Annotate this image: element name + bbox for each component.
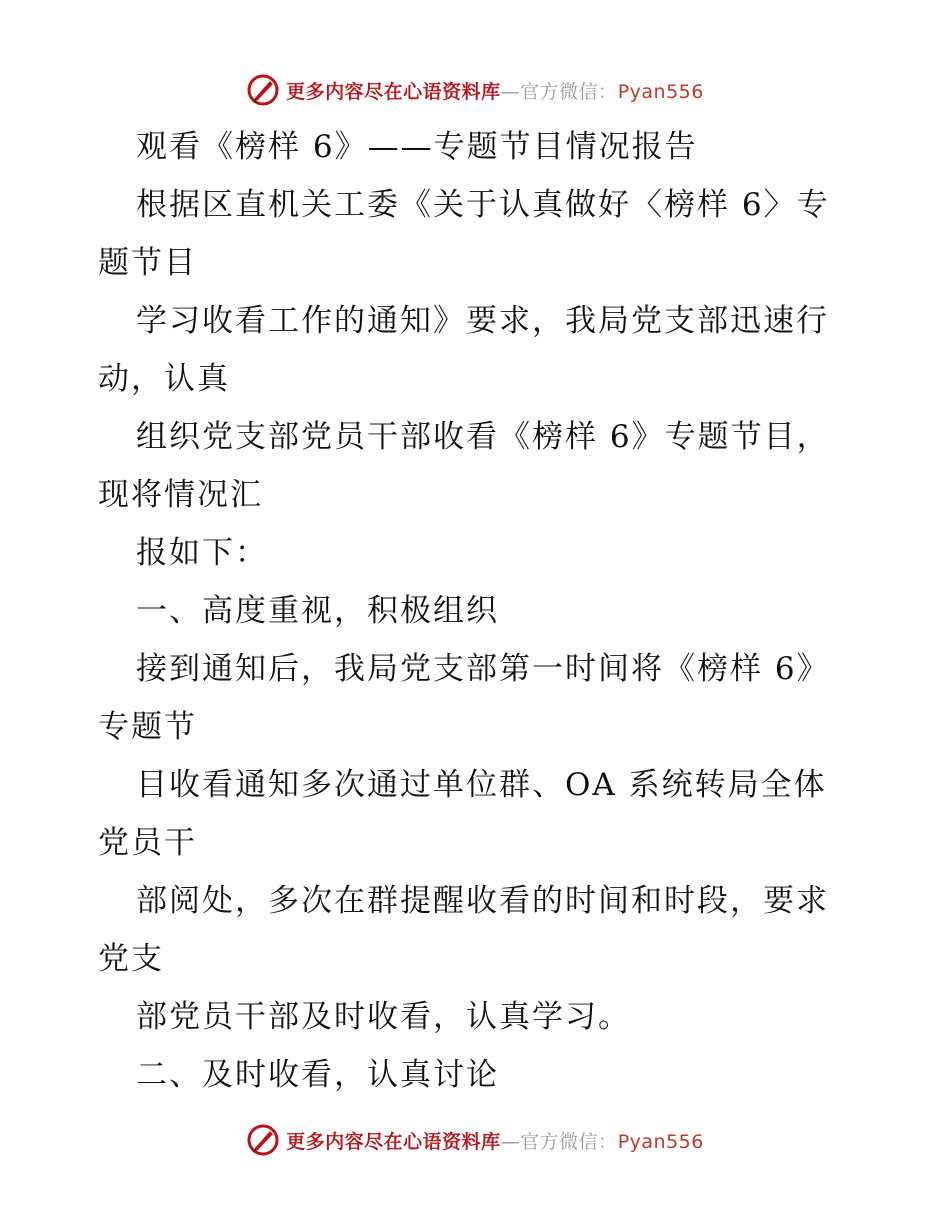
watermark-dash: — bbox=[500, 1130, 521, 1153]
doc-line: 现将情况汇 bbox=[98, 477, 263, 513]
watermark-wechat-id: Pyan556 bbox=[617, 80, 704, 103]
section-heading-1: 一、高度重视，积极组织 bbox=[136, 593, 499, 629]
quill-pen-icon bbox=[246, 1123, 280, 1157]
footer-watermark bbox=[0, 1120, 950, 1160]
doc-line: 部阅处，多次在群提醒收看的时间和时段，要求 bbox=[136, 883, 829, 919]
watermark-suffix: 官方微信： bbox=[520, 1130, 618, 1153]
watermark-main: 更多内容尽在心语资料库 bbox=[286, 80, 501, 103]
watermark-main: 更多内容尽在心语资料库 bbox=[286, 1130, 501, 1153]
doc-line: 动，认真 bbox=[98, 361, 230, 397]
doc-line: 专题节 bbox=[98, 709, 197, 745]
doc-line: 接到通知后，我局党支部第一时间将《榜样 6》 bbox=[136, 651, 830, 687]
section-heading-2: 二、及时收看，认真讨论 bbox=[136, 1057, 499, 1093]
watermark-wechat-id: Pyan556 bbox=[617, 1130, 704, 1153]
watermark-dash: — bbox=[500, 80, 521, 103]
doc-line: 部党员干部及时收看，认真学习。 bbox=[136, 999, 631, 1035]
doc-line: 党员干 bbox=[98, 825, 197, 861]
doc-title: 观看《榜样 6》——专题节目情况报告 bbox=[136, 129, 698, 165]
header-watermark bbox=[0, 70, 950, 110]
quill-pen-icon bbox=[246, 73, 280, 107]
doc-line: 党支 bbox=[98, 941, 164, 977]
doc-line: 组织党支部党员干部收看《榜样 6》专题节目， bbox=[136, 419, 830, 455]
watermark-suffix: 官方微信： bbox=[520, 80, 618, 103]
doc-line: 目收看通知多次通过单位群、OA 系统转局全体 bbox=[136, 767, 827, 803]
doc-line: 题节目 bbox=[98, 245, 197, 281]
doc-line: 根据区直机关工委《关于认真做好〈榜样 6〉专 bbox=[136, 187, 830, 223]
doc-line: 报如下： bbox=[136, 535, 268, 571]
doc-line: 学习收看工作的通知》要求，我局党支部迅速行 bbox=[136, 303, 829, 339]
